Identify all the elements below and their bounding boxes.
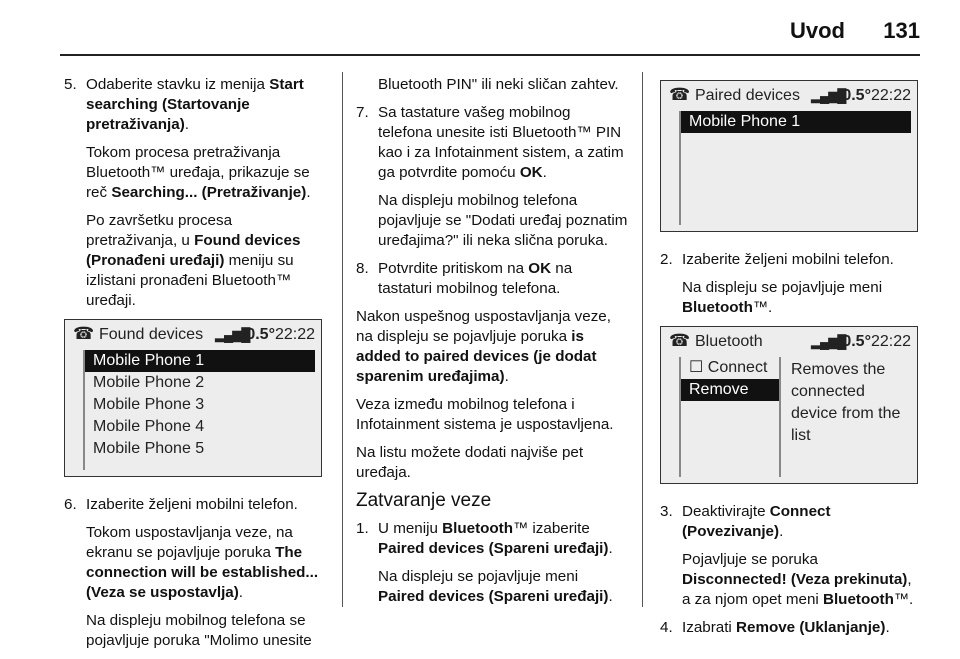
step-1: 1. U meniju Bluetooth™ izaberite Paired devices (Spareni uređaji).: [356, 520, 613, 557]
clock: 22:22: [870, 87, 911, 104]
column-2: [356, 75, 628, 615]
list-item[interactable]: Mobile Phone 4: [93, 418, 205, 435]
signal-icon: ▂▄▆█: [215, 327, 250, 342]
paragraph: Na listu možete dodati najviše pet uređaja.: [356, 444, 584, 481]
screen-title: Paired devices: [695, 87, 800, 104]
step-3: 3. Deaktivirajte Connect (Povezivanje).: [660, 503, 831, 540]
help-text: Removes the connected device from the list: [791, 361, 901, 444]
step-5: 5. Odaberite stavku iz menija Start searching (Startovanje pretraživanja).: [64, 76, 304, 133]
temperature: -0.5°: [837, 87, 871, 104]
screen-title: Found devices: [99, 326, 204, 343]
clock: 22:22: [870, 333, 911, 350]
paragraph: Na displeju mobilnog telefona se pojavljuje poruka "Molimo unesite: [86, 612, 312, 649]
column-1: [64, 75, 326, 659]
paragraph: Na displeju se pojavljuje meni Bluetooth™.: [682, 279, 883, 316]
column-divider: [342, 72, 343, 607]
device-list: [679, 111, 911, 225]
list-item[interactable]: Mobile Phone 5: [93, 440, 205, 457]
connect-checkbox[interactable]: ☐ Connect: [689, 359, 768, 376]
found-devices-screen: [64, 319, 322, 477]
step-6: 6. Izaberite željeni mobilni telefon.: [64, 496, 298, 513]
step-8: 8. Potvrdite pritiskom na OK na tastaturi mobilnog telefona.: [356, 260, 573, 297]
signal-icon: ▂▄▆█: [811, 334, 846, 349]
step-7: 7. Sa tastature vašeg mobilnog telefona unesite isti Bluetooth™ PIN kao i za Infotainment sistem, a zatim ga potvrdite pomoću OK.: [356, 104, 624, 181]
page-title: Uvod: [790, 18, 845, 43]
temperature: -0.5°: [837, 333, 871, 350]
paragraph: Na displeju mobilnog telefona pojavljuje se "Dodati uređaj poznatim uređajima?" ili neka slična poruka.: [378, 192, 628, 249]
paragraph: Na displeju se pojavljuje meni Paired devices (Spareni uređaji).: [378, 568, 613, 605]
phone-icon: ☎: [669, 85, 691, 104]
column-3: [660, 80, 922, 646]
list-item[interactable]: Mobile Phone 1: [85, 350, 315, 372]
bluetooth-screen: [660, 326, 918, 484]
page-number: 131: [883, 18, 920, 43]
paragraph: Nakon uspešnog uspostavljanja veze, na displeju se pojavljuje poruka is added to paired devices (je dodat sparenim uređajima).: [356, 308, 611, 385]
list-item[interactable]: Mobile Phone 2: [93, 374, 205, 391]
bluetooth-menu: [679, 357, 781, 477]
header-rule: [60, 54, 920, 56]
paragraph: Tokom procesa pretraživanja Bluetooth™ uređaja, prikazuje se reč Searching... (Pretraživanje).: [86, 144, 311, 201]
paragraph: Tokom uspostavljanja veze, na ekranu se pojavljuje poruka The connection will be established... (Veza se uspostavlja).: [86, 524, 319, 601]
phone-icon: ☎: [669, 331, 691, 350]
column-divider: [642, 72, 643, 607]
clock: 22:22: [274, 326, 315, 343]
paired-devices-screen: [660, 80, 918, 232]
step-2: 2. Izaberite željeni mobilni telefon.: [660, 251, 894, 268]
temperature: -0.5°: [241, 326, 275, 343]
step-4: 4. Izabrati Remove (Uklanjanje).: [660, 619, 890, 636]
device-list: [83, 350, 315, 470]
paragraph: Veza između mobilnog telefona i Infotainment sistema je uspostavljena.: [356, 396, 614, 433]
list-item[interactable]: Mobile Phone 3: [93, 396, 205, 413]
list-item[interactable]: Mobile Phone 1: [681, 111, 911, 133]
section-heading: Zatvaranje veze: [356, 490, 492, 511]
page-header: [0, 18, 960, 48]
signal-icon: ▂▄▆█: [811, 88, 846, 103]
phone-icon: ☎: [73, 324, 95, 343]
screen-title: Bluetooth: [695, 333, 763, 350]
remove-option[interactable]: Remove: [681, 379, 779, 401]
paragraph: Po završetku procesa pretraživanja, u Found devices (Pronađeni uređaji) meniju su izlistani pronađeni Bluetooth™ uređaji.: [86, 212, 301, 309]
paragraph: Pojavljuje se poruka Disconnected! (Veza prekinuta), a za njom opet meni Bluetooth™.: [682, 551, 914, 608]
paragraph: Bluetooth PIN" ili neki sličan zahtev.: [378, 76, 619, 93]
